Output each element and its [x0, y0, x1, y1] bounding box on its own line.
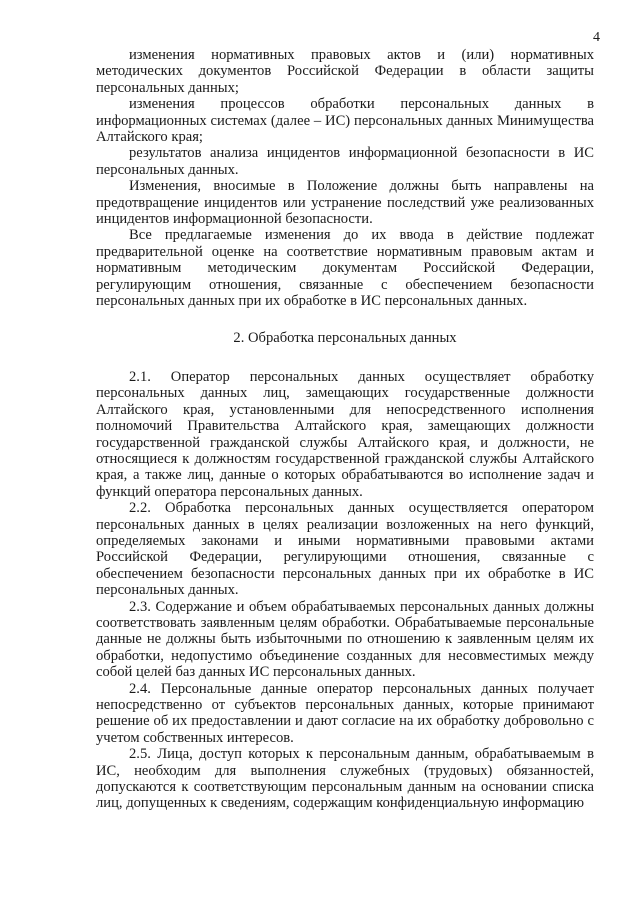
document-body: [96, 47, 594, 812]
paragraph: 2.4. Персональные данные оператор персональных данных получает непосредственно от субъектов персональных данных, которые принимают решение об их предоставлении и дают согласие на их обработку добровольно с учетом собственных интересов.: [96, 680, 594, 746]
paragraph: изменения нормативных правовых актов и (или) нормативных методических документов Российской Федерации в области защиты персональных данных;: [96, 47, 594, 96]
page-number: 4: [593, 30, 600, 45]
paragraph: результатов анализа инцидентов информационной безопасности в ИС персональных данных.: [96, 145, 594, 178]
paragraph: 2.2. Обработка персональных данных осуществляется оператором персональных данных в целях реализации возложенных на него функций, определяемых законами и иными нормативными правовыми актами Российской Федерации, регулирующими отношения, связанные с обеспечением безопасности персональных данных при их обработке в ИС персональных данных.: [96, 500, 594, 599]
section-heading: 2. Обработка персональных данных: [233, 329, 457, 346]
paragraph: 2.1. Оператор персональных данных осуществляет обработку персональных данных лиц, замещающих государственные должности Алтайского края, установленными для непосредственного исполнения полномочий Правительства Алтайского края, замещающих должности государственной гражданской службы Алтайского края, и должности, не относящиеся к должностям государственной гражданской службы Алтайского края, а также лиц, данные о которых обрабатываются во исполнение задач и функций оператора персональных данных.: [96, 368, 594, 500]
paragraph: Все предлагаемые изменения до их ввода в действие подлежат предварительной оценке на соответствие нормативным правовым актам и нормативным методическим документам Российской Федерации, регулирующим отношения, связанные с обеспечением безопасности персональных данных при их обработке в ИС персональных данных.: [96, 227, 594, 310]
paragraph: изменения процессов обработки персональных данных в информационных системах (далее – ИС) персональных данных Минимущества Алтайского края;: [96, 96, 594, 146]
paragraph: 2.3. Содержание и объем обрабатываемых персональных данных должны соответствовать заявленным целям обработки. Обрабатываемые персональные данные не должны быть избыточными по отношению к заявленным целям их обработки, недопустимо объединение созданных для несовместимых между собой целей баз данных ИС персональных данных.: [96, 598, 594, 681]
paragraph: Изменения, вносимые в Положение должны быть направлены на предотвращение инцидентов или устранение последствий уже реализованных инцидентов информационной безопасности.: [96, 178, 594, 228]
paragraph: 2.5. Лица, доступ которых к персональным данным, обрабатываемым в ИС, необходим для выполнения служебных (трудовых) обязанностей, допускаются к соответствующим персональным данным на основании списка лиц, допущенных к сведениям, содержащим конфиденциальную информацию: [96, 746, 594, 812]
